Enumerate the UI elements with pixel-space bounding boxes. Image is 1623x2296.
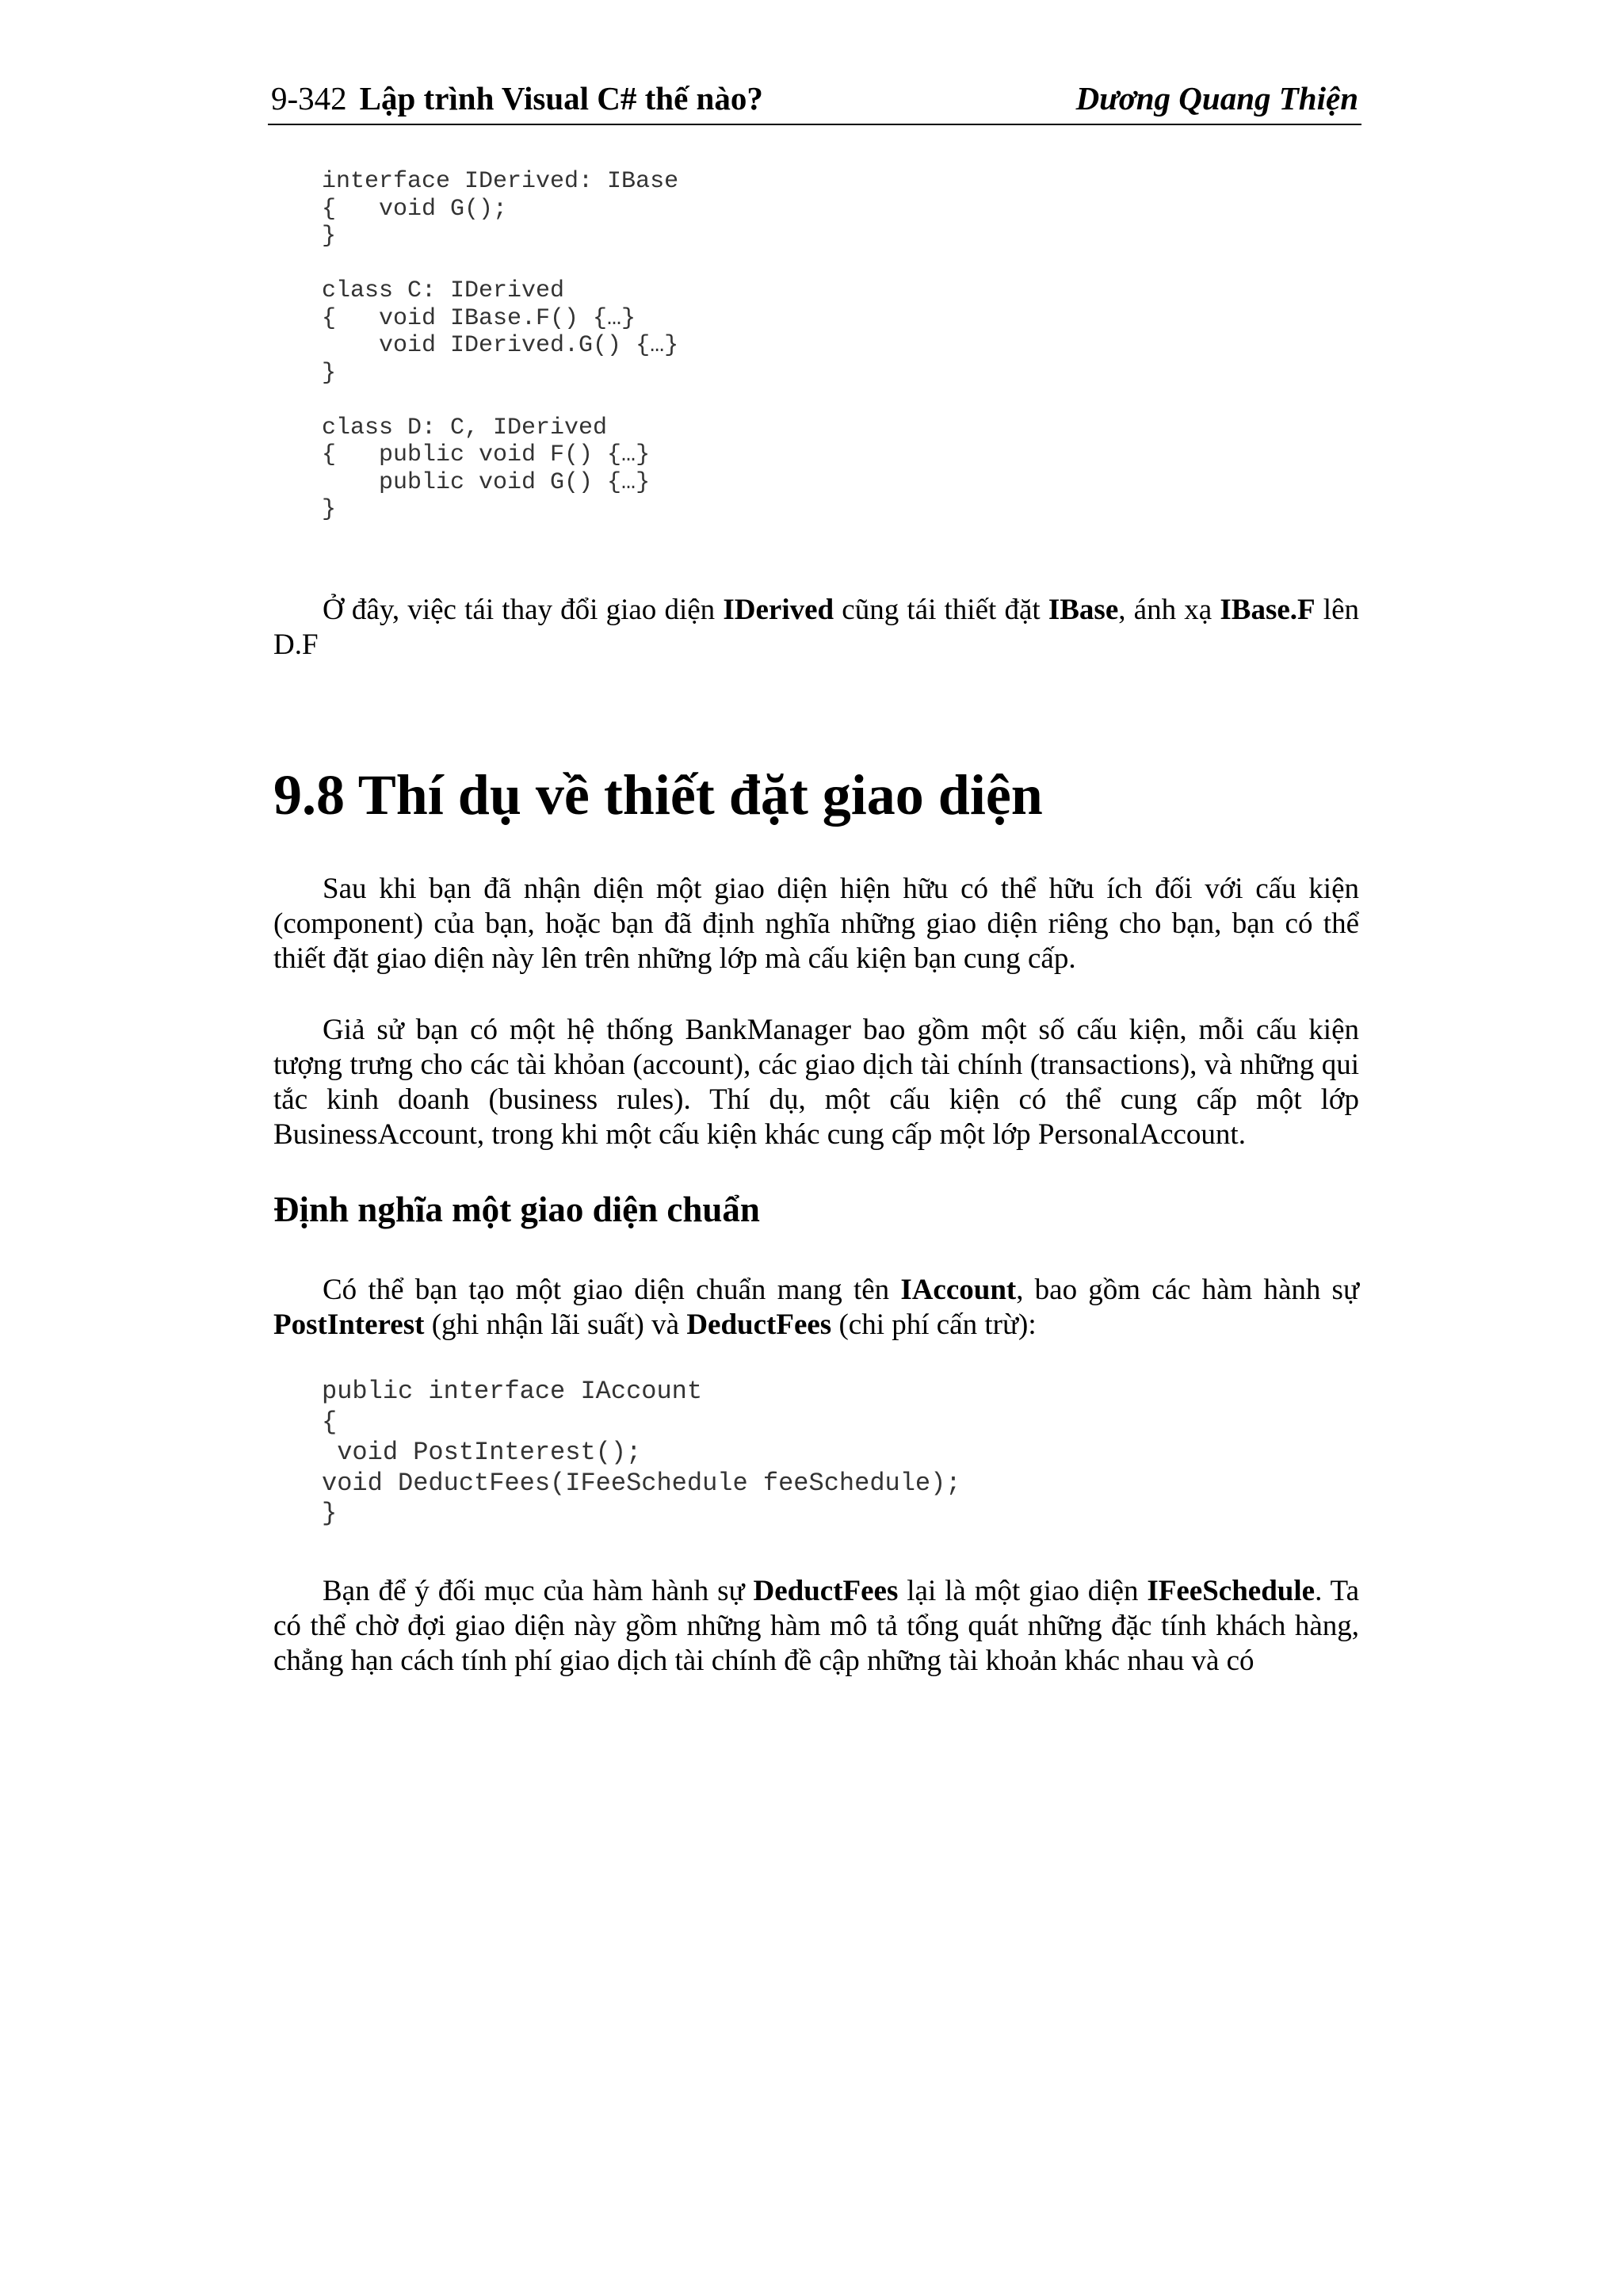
code-line: void DeductFees(IFeeSchedule feeSchedule); xyxy=(322,1468,961,1498)
code-line: } xyxy=(322,223,337,250)
code-line: interface IDerived: IBase xyxy=(322,168,679,195)
code-line: } xyxy=(322,359,337,387)
page-header xyxy=(268,76,1361,125)
header-left xyxy=(271,79,763,117)
code-line: void IDerived.G() {…} xyxy=(322,332,679,359)
code-line xyxy=(322,250,678,278)
bold-term: PostInterest xyxy=(273,1308,425,1341)
code-line: } xyxy=(322,1499,338,1528)
page-number: 9-342 xyxy=(271,80,347,117)
paragraph-intro: Sau khi bạn đã nhận diện một giao diện hiện hữu có thể hữu ích đối với cấu kiện (component) của bạn, hoặc bạn đã định nghĩa những giao diện riêng cho bạn, bạn có thể thiết đặt giao diện này lên trên những lớp mà cấu kiện bạn cung cấp. xyxy=(273,873,1359,975)
code-line xyxy=(322,387,678,415)
paragraph-bankmanager: Giả sử bạn có một hệ thống BankManager bao gồm một số cấu kiện, mỗi cấu kiện tượng trưng cho các tài khỏan (account), các giao dịch tài chính (transactions), và những qui tắc kinh doanh (business rules). Thí dụ, một cấu kiện có thể cung cấp một lớp BusinessAccount, trong khi một cấu kiện khác cung cấp một lớp PersonalAccount. xyxy=(273,1014,1359,1151)
code-line: class C: IDerived xyxy=(322,277,565,304)
code-line: void PostInterest(); xyxy=(322,1438,642,1467)
bold-term: IBase.F xyxy=(1220,594,1316,626)
bold-term: DeductFees xyxy=(753,1575,899,1607)
bold-term: IFeeSchedule xyxy=(1147,1575,1316,1607)
code-line: } xyxy=(322,496,337,523)
subsection-title: Định nghĩa một giao diện chuẩn xyxy=(273,1190,760,1229)
section-title: 9.8 Thí dụ về thiết đặt giao diện xyxy=(273,763,1043,827)
code-line: public void G() {…} xyxy=(322,468,651,496)
code-line: { xyxy=(322,1407,338,1437)
code-line: { void IBase.F() {…} xyxy=(322,304,636,332)
bold-term: IAccount xyxy=(900,1274,1017,1306)
author-name: Dương Quang Thiện xyxy=(1075,80,1358,117)
code-block-interfaces xyxy=(322,168,678,524)
bold-term: IDerived xyxy=(723,594,834,626)
code-block-iaccount xyxy=(322,1377,961,1530)
bold-term: DeductFees xyxy=(686,1308,832,1341)
paragraph-reimplementation: Ở đây, việc tái thay đổi giao diện IDerived cũng tái thiết đặt IBase, ánh xạ IBase.F lên D.F xyxy=(273,594,1359,661)
code-line: class D: C, IDerived xyxy=(322,414,608,441)
code-line: public interface IAccount xyxy=(322,1377,703,1406)
book-title: Lập trình Visual C# thế nào? xyxy=(359,80,763,117)
code-line: { void G(); xyxy=(322,195,508,223)
paragraph-iaccount: Có thể bạn tạo một giao diện chuẩn mang tên IAccount, bao gồm các hàm hành sự PostInterest (ghi nhận lãi suất) và DeductFees (chi phí cấn trừ): xyxy=(273,1274,1360,1341)
paragraph-feeschedule: Bạn để ý đối mục của hàm hành sự DeductFees lại là một giao diện IFeeSchedule. Ta có thể chờ đợi giao diện này gồm những hàm mô tả tổng quát những đặc tính khách hàng, chẳng hạn cách tính phí giao dịch tài chính đề cập những tài khoản khác nhau và có xyxy=(273,1575,1359,1677)
bold-term: IBase xyxy=(1048,594,1119,626)
code-line: { public void F() {…} xyxy=(322,441,651,468)
